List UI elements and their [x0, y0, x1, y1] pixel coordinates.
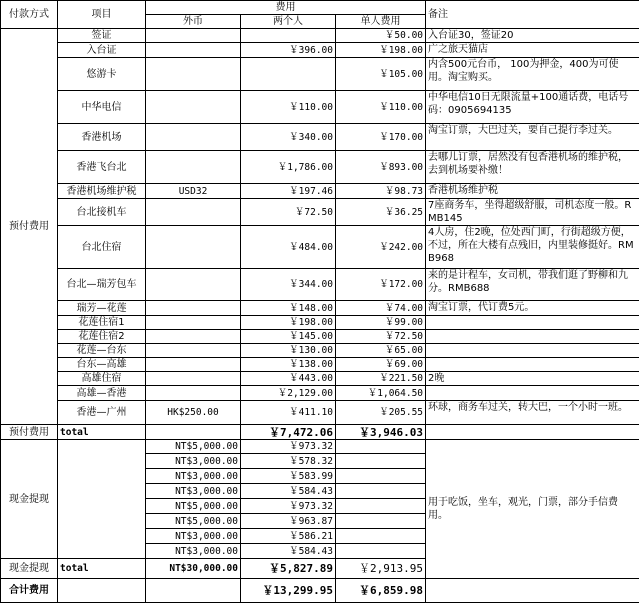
table-row — [1, 43, 639, 58]
item-cell: 悠游卡 — [58, 58, 146, 91]
foreign-currency-cell: NT$5,000.00 — [146, 514, 241, 529]
foreign-currency-cell — [146, 151, 241, 184]
header-foreign-currency: 外币 — [146, 15, 241, 29]
foreign-currency-cell — [146, 386, 241, 401]
table-row — [1, 58, 639, 91]
table-row — [1, 29, 639, 43]
table-row — [1, 372, 639, 386]
per-person-cell: ￥221.50 — [336, 372, 426, 386]
per-person-cell: ￥1,064.50 — [336, 386, 426, 401]
cash-section-label: 现金提现 — [1, 440, 58, 559]
foreign-currency-cell — [146, 124, 241, 151]
two-persons-cell: ￥973.32 — [241, 440, 336, 454]
remark-cell: 入台证30，签证20 — [426, 29, 639, 43]
item-cell: 台北接机车 — [58, 199, 146, 226]
grand-total-foreign — [146, 579, 241, 603]
item-cell: 香港机场维护税 — [58, 184, 146, 199]
per-person-cell — [336, 440, 426, 454]
table-row — [1, 344, 639, 358]
remark-cell: 2晚 — [426, 372, 639, 386]
two-persons-cell — [241, 58, 336, 91]
grand-total-single: ￥6,859.98 — [336, 579, 426, 603]
remark-cell — [426, 358, 639, 372]
two-persons-cell: ￥148.00 — [241, 301, 336, 316]
foreign-currency-cell: NT$5,000.00 — [146, 499, 241, 514]
prepaid-total-foreign — [146, 425, 241, 440]
prepaid-total-method: 预付费用 — [1, 425, 58, 440]
table-row — [1, 386, 639, 401]
foreign-currency-cell — [146, 43, 241, 58]
two-persons-cell: ￥130.00 — [241, 344, 336, 358]
cash-total-method: 现金提现 — [1, 559, 58, 579]
two-persons-cell: ￥1,786.00 — [241, 151, 336, 184]
header-two-persons: 两个人 — [241, 15, 336, 29]
per-person-cell: ￥69.00 — [336, 358, 426, 372]
two-persons-cell: ￥963.87 — [241, 514, 336, 529]
foreign-currency-cell: NT$3,000.00 — [146, 529, 241, 544]
per-person-cell: ￥172.00 — [336, 269, 426, 301]
grand-total-two: ￥13,299.95 — [241, 579, 336, 603]
two-persons-cell: ￥340.00 — [241, 124, 336, 151]
item-cell: 签证 — [58, 29, 146, 43]
foreign-currency-cell: NT$3,000.00 — [146, 469, 241, 484]
per-person-cell — [336, 499, 426, 514]
remark-cell: 去哪儿订票，居然没有包香港机场的维护税，去到机场要补缴！ — [426, 151, 639, 184]
item-cell: 香港—广州 — [58, 401, 146, 425]
item-cell: 香港飞台北 — [58, 151, 146, 184]
two-persons-cell: ￥2,129.00 — [241, 386, 336, 401]
item-cell: 花莲—台东 — [58, 344, 146, 358]
two-persons-cell: ￥198.00 — [241, 316, 336, 330]
prepaid-total-row — [1, 425, 639, 440]
foreign-currency-cell — [146, 316, 241, 330]
remark-cell: 广之旅天猫店 — [426, 43, 639, 58]
remark-cell — [426, 330, 639, 344]
cash-total-label: total — [58, 559, 146, 579]
per-person-cell: ￥74.00 — [336, 301, 426, 316]
foreign-currency-cell — [146, 226, 241, 269]
grand-total-item — [58, 579, 146, 603]
foreign-currency-cell: USD32 — [146, 184, 241, 199]
header-row-1 — [1, 1, 639, 15]
foreign-currency-cell — [146, 91, 241, 124]
header-payment-method: 付款方式 — [1, 1, 58, 29]
table-row — [1, 151, 639, 184]
two-persons-cell: ￥145.00 — [241, 330, 336, 344]
table-row — [1, 330, 639, 344]
per-person-cell: ￥99.00 — [336, 316, 426, 330]
per-person-cell: ￥72.50 — [336, 330, 426, 344]
per-person-cell: ￥893.00 — [336, 151, 426, 184]
per-person-cell: ￥98.73 — [336, 184, 426, 199]
table-row — [1, 199, 639, 226]
foreign-currency-cell — [146, 199, 241, 226]
item-cell: 瑞芳—花莲 — [58, 301, 146, 316]
prepaid-total-single: ￥3,946.03 — [336, 425, 426, 440]
foreign-currency-cell — [146, 344, 241, 358]
remark-cell: 内含500元台币， 100为押金，400为可使用。淘宝购买。 — [426, 58, 639, 91]
foreign-currency-cell: HK$250.00 — [146, 401, 241, 425]
item-cell: 高雄—香港 — [58, 386, 146, 401]
prepaid-total-remark — [426, 425, 639, 440]
remark-cell — [426, 386, 639, 401]
cash-item-cell — [58, 440, 146, 559]
per-person-cell: ￥50.00 — [336, 29, 426, 43]
table-row — [1, 440, 639, 454]
table-row — [1, 269, 639, 301]
per-person-cell — [336, 514, 426, 529]
remark-cell: 4人房，住2晚，位处西门町，行街超级方便，不过，所在大楼有点残旧，内里装修挺好。RMB968 — [426, 226, 639, 269]
per-person-cell — [336, 454, 426, 469]
table-row — [1, 316, 639, 330]
per-person-cell: ￥198.00 — [336, 43, 426, 58]
item-cell: 台北—瑞芳包车 — [58, 269, 146, 301]
per-person-cell: ￥205.55 — [336, 401, 426, 425]
two-persons-cell: ￥72.50 — [241, 199, 336, 226]
header-per-person: 单人费用 — [336, 15, 426, 29]
cash-total-two: ￥5,827.89 — [241, 559, 336, 579]
two-persons-cell: ￥344.00 — [241, 269, 336, 301]
table-row — [1, 226, 639, 269]
grand-total-row — [1, 579, 639, 603]
per-person-cell: ￥110.00 — [336, 91, 426, 124]
two-persons-cell — [241, 29, 336, 43]
table-row — [1, 124, 639, 151]
remark-cell: 香港机场维护税 — [426, 184, 639, 199]
per-person-cell — [336, 529, 426, 544]
foreign-currency-cell — [146, 269, 241, 301]
remark-cell — [426, 316, 639, 330]
per-person-cell: ￥105.00 — [336, 58, 426, 91]
two-persons-cell: ￥443.00 — [241, 372, 336, 386]
foreign-currency-cell: NT$3,000.00 — [146, 484, 241, 499]
foreign-currency-cell: NT$3,000.00 — [146, 454, 241, 469]
two-persons-cell: ￥411.10 — [241, 401, 336, 425]
cash-total-foreign: NT$30,000.00 — [146, 559, 241, 579]
foreign-currency-cell: NT$3,000.00 — [146, 544, 241, 559]
foreign-currency-cell — [146, 29, 241, 43]
per-person-cell: ￥65.00 — [336, 344, 426, 358]
per-person-cell: ￥170.00 — [336, 124, 426, 151]
grand-total-label: 合计费用 — [1, 579, 58, 603]
foreign-currency-cell — [146, 301, 241, 316]
two-persons-cell: ￥484.00 — [241, 226, 336, 269]
two-persons-cell: ￥583.99 — [241, 469, 336, 484]
two-persons-cell: ￥973.32 — [241, 499, 336, 514]
two-persons-cell: ￥197.46 — [241, 184, 336, 199]
table-row — [1, 358, 639, 372]
foreign-currency-cell — [146, 58, 241, 91]
item-cell: 香港机场 — [58, 124, 146, 151]
two-persons-cell: ￥110.00 — [241, 91, 336, 124]
per-person-cell — [336, 484, 426, 499]
remark-cell: 来的是计程车，女司机，带我们逛了野柳和九分。RMB688 — [426, 269, 639, 301]
prepaid-total-label: total — [58, 425, 146, 440]
foreign-currency-cell — [146, 372, 241, 386]
header-item: 项目 — [58, 1, 146, 29]
remark-cell: 7座商务车，坐得超级舒服，司机态度一般。RMB145 — [426, 199, 639, 226]
item-cell: 入台证 — [58, 43, 146, 58]
cash-remark: 用于吃饭，坐车，观光，门票，部分手信费用。 — [426, 440, 639, 579]
table-row — [1, 184, 639, 199]
foreign-currency-cell: NT$5,000.00 — [146, 440, 241, 454]
per-person-cell — [336, 469, 426, 484]
grand-total-remark — [426, 579, 639, 603]
prepaid-section-label: 预付费用 — [1, 29, 58, 425]
two-persons-cell: ￥396.00 — [241, 43, 336, 58]
two-persons-cell: ￥584.43 — [241, 544, 336, 559]
two-persons-cell: ￥138.00 — [241, 358, 336, 372]
per-person-cell: ￥242.00 — [336, 226, 426, 269]
cash-total-single: ￥2,913.95 — [336, 559, 426, 579]
per-person-cell — [336, 544, 426, 559]
table-row — [1, 401, 639, 425]
item-cell: 花莲住宿1 — [58, 316, 146, 330]
table-row — [1, 91, 639, 124]
remark-cell: 淘宝订票，大巴过关，要自己提行李过关。 — [426, 124, 639, 151]
header-cost: 费用 — [146, 1, 426, 15]
two-persons-cell: ￥584.43 — [241, 484, 336, 499]
prepaid-total-two: ￥7,472.06 — [241, 425, 336, 440]
item-cell: 高雄住宿 — [58, 372, 146, 386]
remark-cell: 环球，商务车过关，转大巴，一个小时一班。 — [426, 401, 639, 425]
item-cell: 台东—高雄 — [58, 358, 146, 372]
remark-cell: 淘宝订票，代订费5元。 — [426, 301, 639, 316]
item-cell: 中华电信 — [58, 91, 146, 124]
table-row — [1, 301, 639, 316]
item-cell: 台北住宿 — [58, 226, 146, 269]
item-cell: 花莲住宿2 — [58, 330, 146, 344]
two-persons-cell: ￥578.32 — [241, 454, 336, 469]
per-person-cell: ￥36.25 — [336, 199, 426, 226]
remark-cell: 中华电信10日无限流量+100通话费，电话号码：0905694135 — [426, 91, 639, 124]
remark-cell — [426, 344, 639, 358]
foreign-currency-cell — [146, 358, 241, 372]
foreign-currency-cell — [146, 330, 241, 344]
header-remark: 备注 — [426, 1, 639, 29]
two-persons-cell: ￥586.21 — [241, 529, 336, 544]
